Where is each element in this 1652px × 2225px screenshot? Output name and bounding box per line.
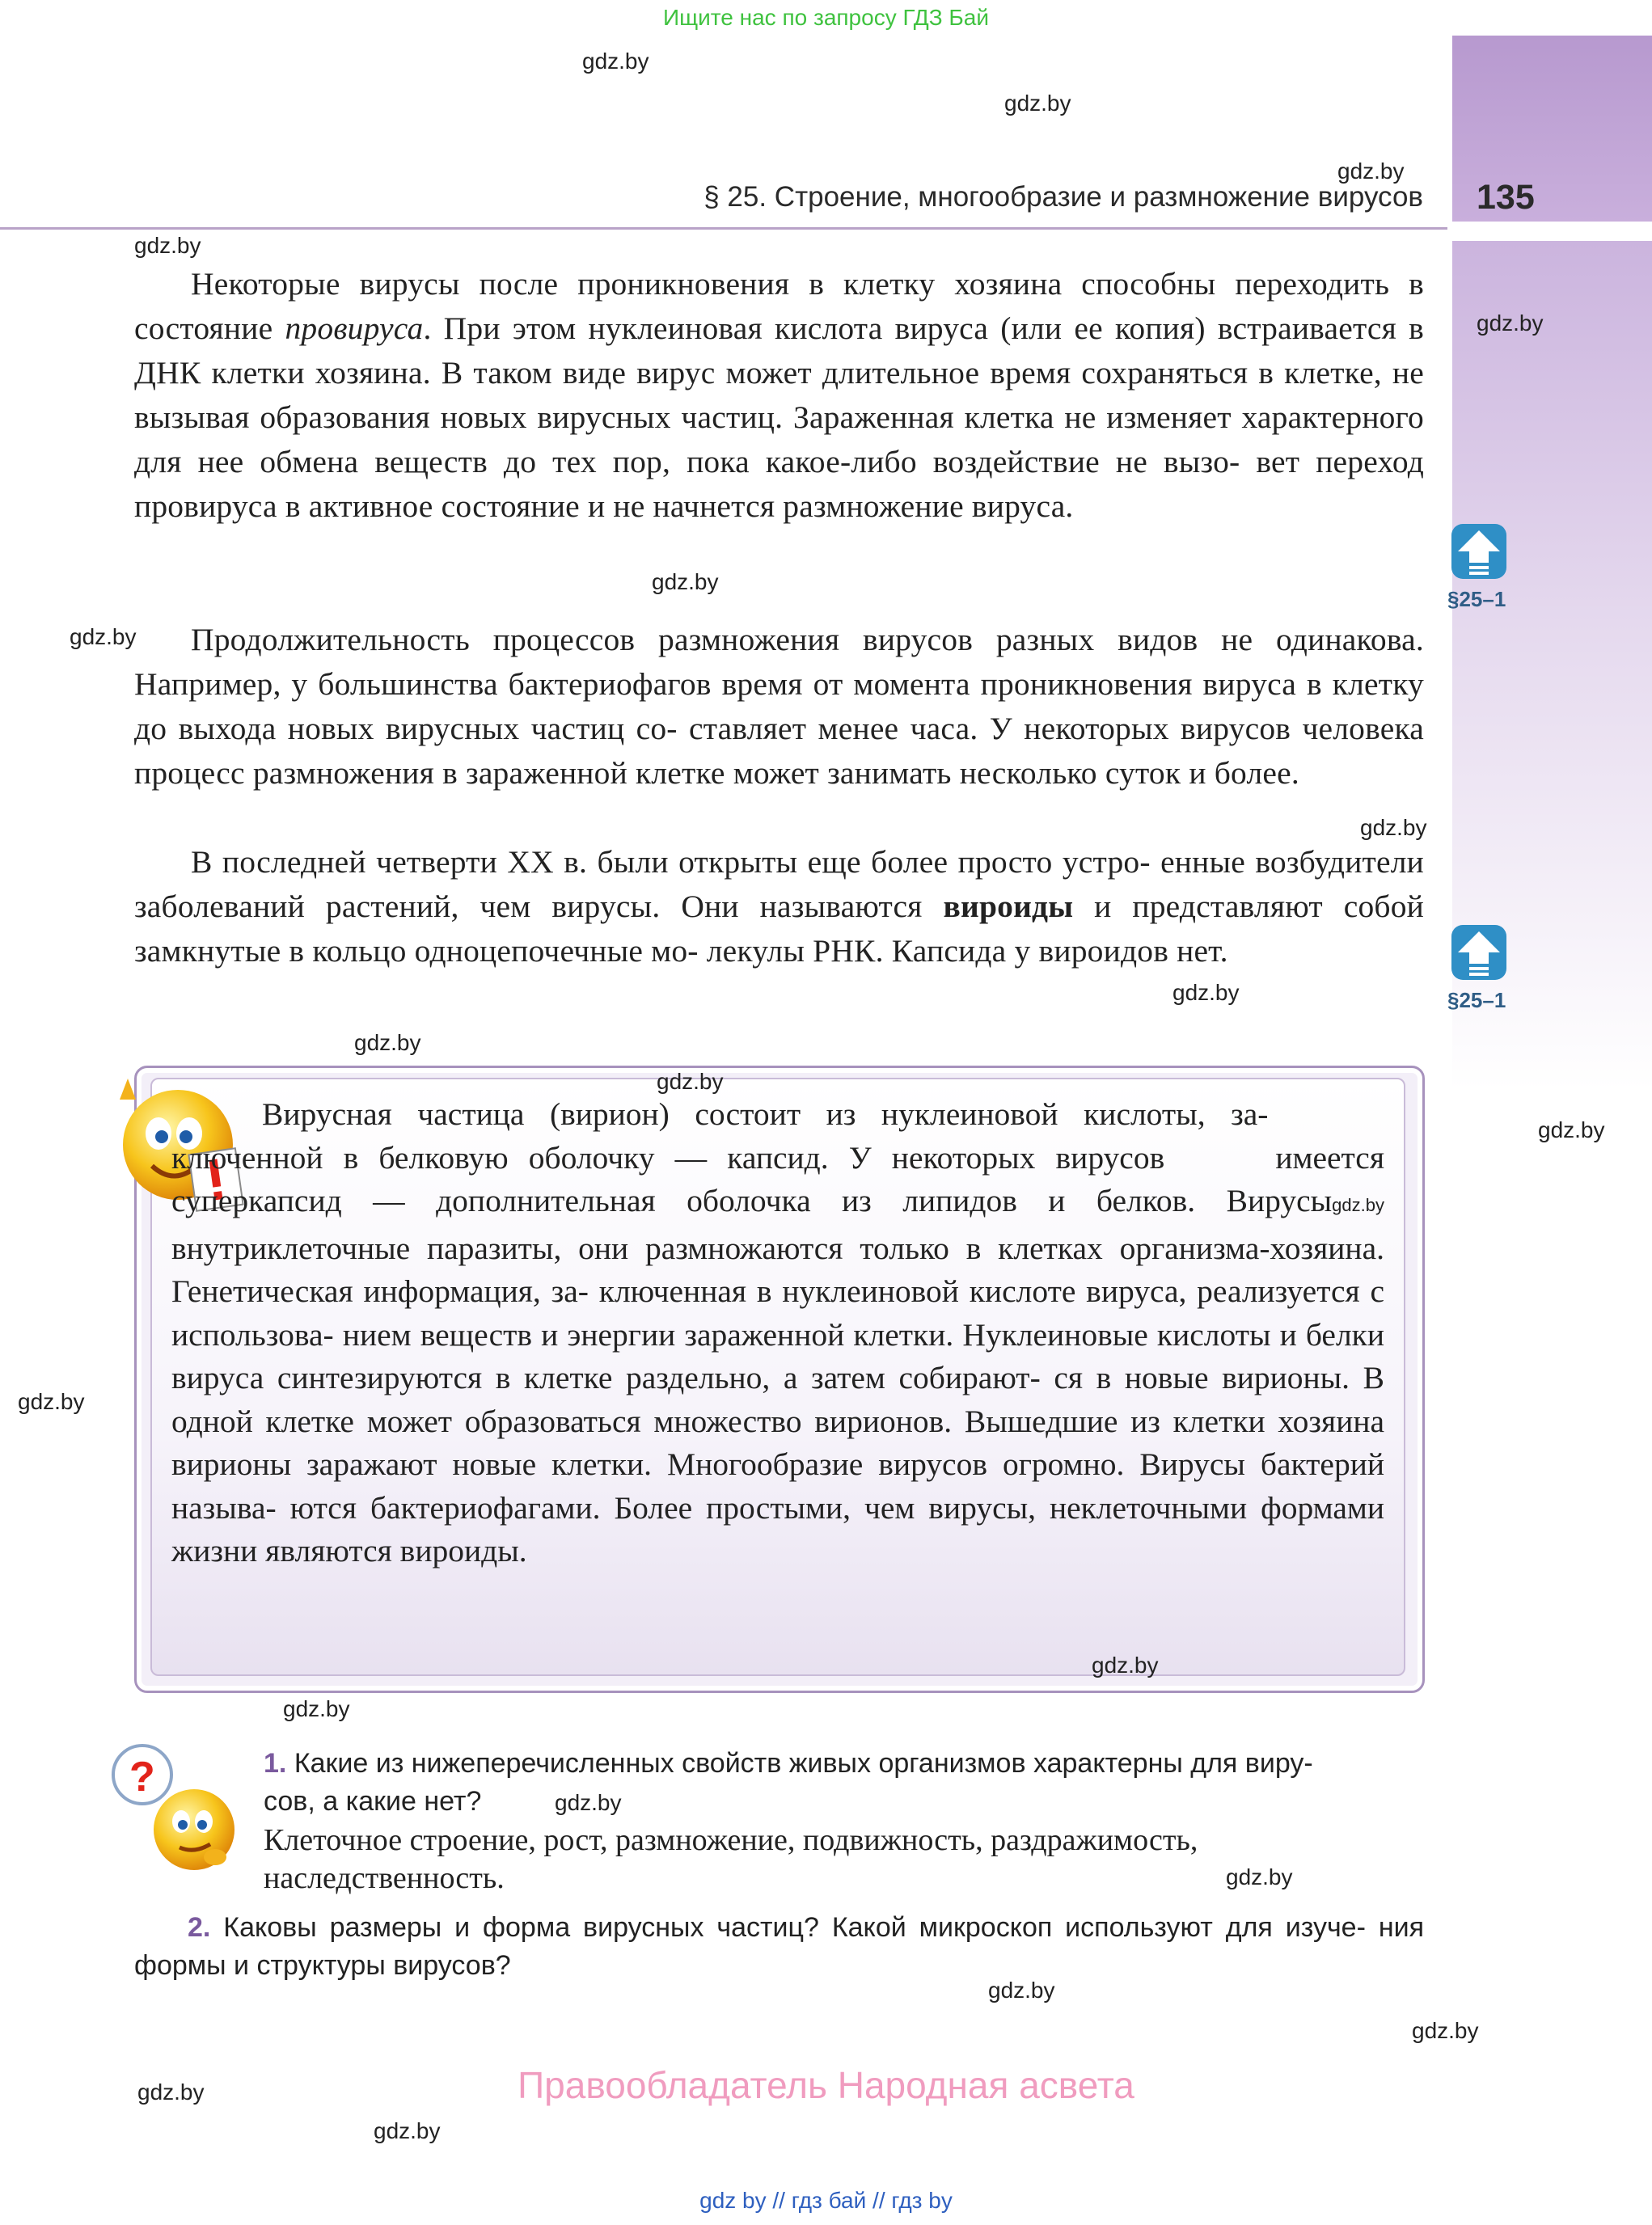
ref-label-1[interactable]: §25–1	[1447, 587, 1506, 611]
watermark: gdz.by	[1226, 1864, 1293, 1889]
watermark: gdz.by	[1477, 310, 1544, 336]
watermark: gdz.by	[70, 624, 137, 649]
footer-copyright: Правообладатель Народная асвета	[518, 2064, 1134, 2106]
question-1-properties: Клеточное строение, рост, размножение, подвижность, раздражимость, наследственность.	[264, 1823, 1198, 1895]
watermark-inline: gdz.by	[1332, 1195, 1384, 1215]
watermark: gdz.by	[1172, 980, 1240, 1005]
term-provirus: провируса	[285, 310, 424, 346]
watermark: gdz.by	[555, 1790, 622, 1815]
footer-links[interactable]: gdz by // гдз бай // гдз by	[699, 2188, 953, 2213]
watermark: gdz.by	[1538, 1117, 1605, 1142]
running-head: § 25. Строение, многообразие и размножение вирусов	[703, 181, 1423, 213]
question-1-line-1: 1. Какие из нижеперечисленных свойств живых организмов характерны для виру-	[264, 1748, 1313, 1779]
watermark: gdz.by	[582, 49, 649, 74]
up-arrow-icon	[1450, 923, 1508, 982]
watermark: gdz.by	[374, 2118, 441, 2143]
watermark: gdz.by	[283, 1696, 350, 1721]
page-number: 135	[1477, 178, 1535, 217]
watermark: gdz.by	[1092, 1653, 1159, 1678]
watermark: gdz.by	[354, 1030, 421, 1055]
watermark: gdz.by	[1337, 158, 1405, 184]
top-banner: Ищите нас по запросу ГДЗ Бай	[662, 5, 990, 30]
watermark: gdz.by	[1412, 2018, 1479, 2043]
watermark: gdz.by	[652, 569, 719, 594]
watermark: gdz.by	[18, 1389, 85, 1414]
paragraph-2: Продолжительность процессов размножения вирусов разных видов не одинакова. Например, у большинства бактериофагов время от момента проникновения вируса в клетку до выхода новых вирусных частиц со- ставляет менее часа. У некоторых вирусов человека процесс размножения в зараженной клетке может занимать несколько суток и более.	[134, 622, 1424, 791]
paragraph-1: Некоторые вирусы после проникновения в клетку хозяина способны переходить в состояние провируса. При этом нуклеиновая кислота вируса (или ее копия) встраивается в ДНК клетки хозяина. В таком виде вирус может длительное время сохраняться в клетке, не вызывая образования новых вирусных частиц. Зараженная клетка не изменяет характерного для нее обмена веществ до тех пор, пока какое-либо воздействие не вызо- вет переход провируса в активное состояние и не начнется размножение вируса.	[134, 266, 1425, 524]
ref-arrow-icon-2[interactable]	[1450, 923, 1508, 986]
ref-arrow-icon-1[interactable]	[1450, 522, 1508, 585]
paragraph-3: В последней четверти XX в. были открыты еще более просто устро- енные возбудители заболеваний растений, чем вирусы. Они называются вироиды и представляют собой замкнутые в кольцо одноцепочечные мо- лекулы РНК. Капсида у вироидов нет.	[134, 844, 1425, 969]
watermark: gdz.by	[1004, 91, 1071, 116]
header-rule	[0, 227, 1447, 230]
watermark: gdz.by	[137, 2079, 205, 2105]
svg-text:?: ?	[129, 1754, 155, 1801]
term-viroids: вироиды	[943, 889, 1074, 924]
watermark: gdz.by	[134, 233, 201, 258]
summary-text: Вирусная частица (вирион) состоит из нуклеиновой кислоты, за- ключенной в белковую оболочку — капсид. У некоторых вирусов имеется суперкапсид — дополнительная оболочка из липидов и белков. Вирусыgdz.by внутриклеточные паразиты, они размножаются только в клетках организма-хозяина. Генетическая информация, за- ключенная в нуклеиновой кислоте вируса, реализуется с использова- нием веществ и энергии зараженной клетки. Нуклеиновые кислоты и белки вируса синтезируются в клетке раздельно, а затем собирают- ся в новые вирионы. В одной клетке может образоваться множество вирионов. Вышедшие из клетки хозяина вирионы заражают новые клетки. Многообразие вирусов огромно. Вирусы бактерий называ- ются бактериофагами. Более простыми, чем вирусы, неклеточными формами жизни являются вироиды.	[171, 1096, 1385, 1568]
watermark: gdz.by	[657, 1069, 724, 1094]
up-arrow-icon	[1450, 522, 1508, 581]
watermark: gdz.by	[988, 1978, 1055, 2003]
watermark: gdz.by	[1360, 815, 1427, 840]
question-1-line-2: сов, а какие нет?	[264, 1786, 482, 1817]
question-2: 2. Каковы размеры и форма вирусных частиц? Какой микроскоп используют для изуче- ния формы и структуры вирусов?	[134, 1912, 1424, 1981]
smiley-question-icon	[104, 1742, 257, 1876]
ref-label-2[interactable]: §25–1	[1447, 988, 1506, 1012]
